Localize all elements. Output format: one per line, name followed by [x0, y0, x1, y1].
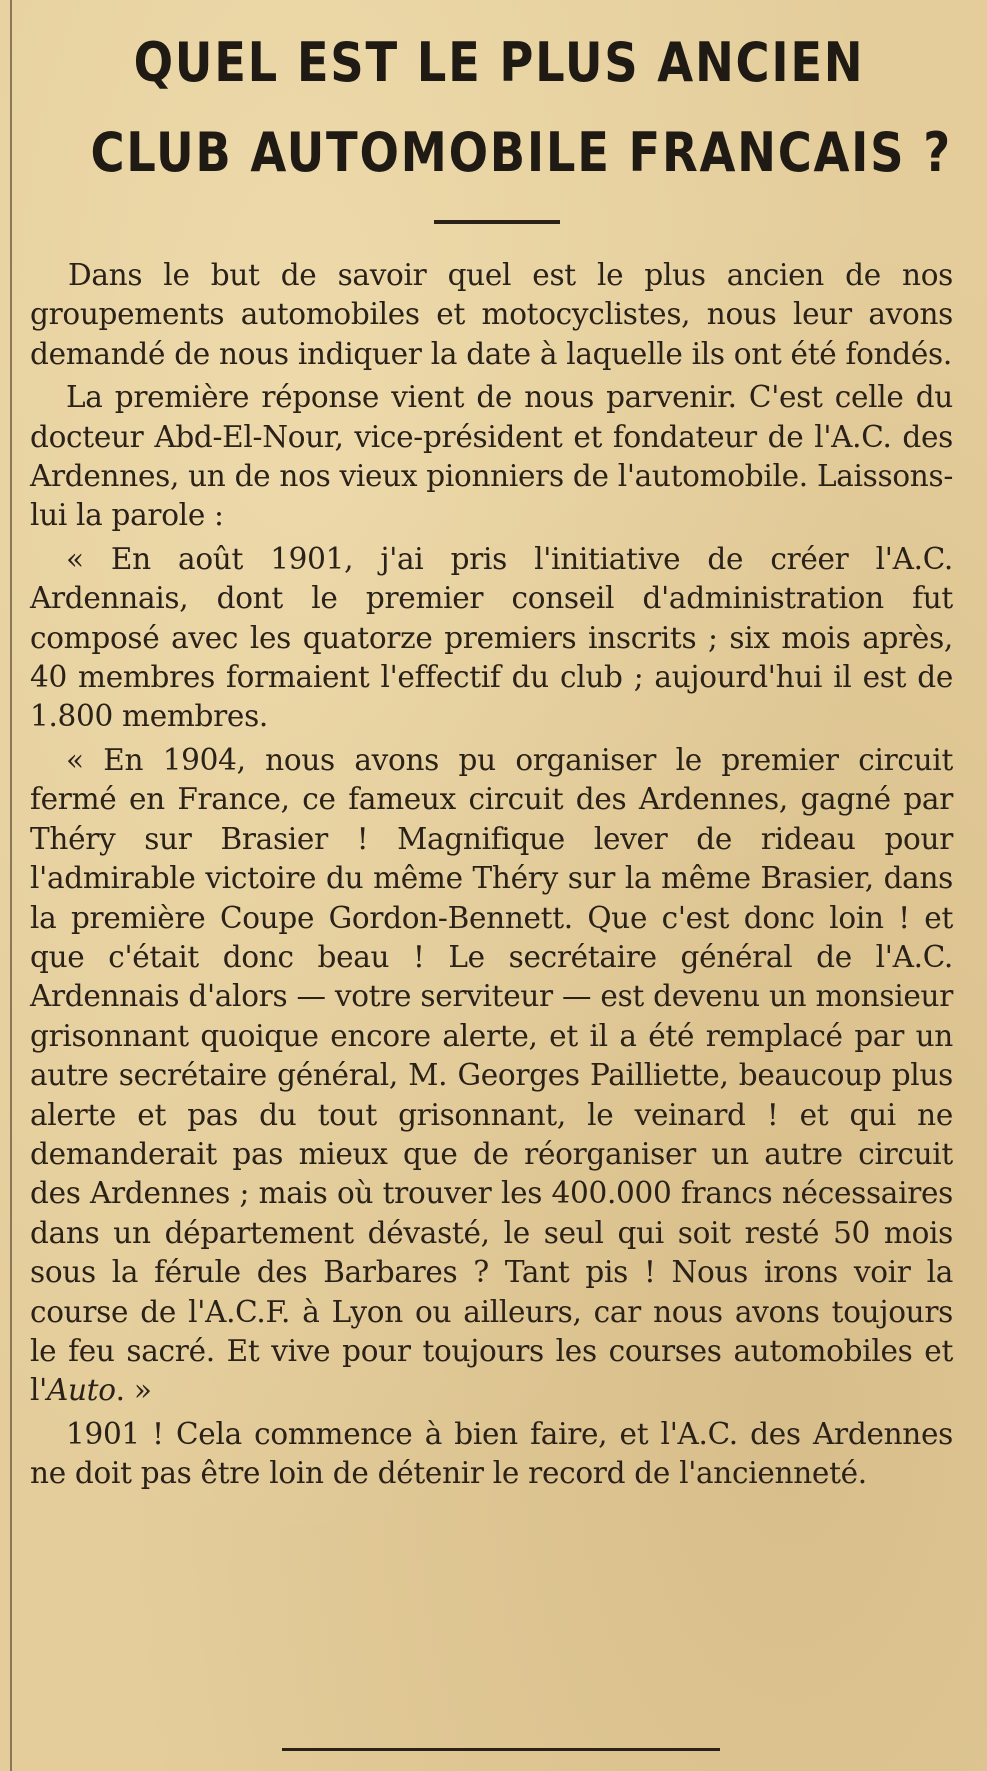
- auto-newspaper-name: Auto: [46, 1373, 116, 1408]
- quote-close: . »: [115, 1373, 152, 1408]
- article-body: [30, 256, 953, 1494]
- paragraph-quote-1904-text: « En 1904, nous avons pu organiser le premier circuit fermé en France, ce fameux circuit des Ardennes, gagné par Théry sur Brasier ! Magnifique lever de rideau pour l'admirable victoire du même Théry sur la même Brasier, dans la première Coupe Gordon-Bennett. Que c'est donc loin ! et que c'était donc beau ! Le secrétaire général de l'A.C. Ardennais d'alors — votre serviteur — est devenu un monsieur grisonnant quoique encore alerte, et il a été remplacé par un autre secrétaire général, M. Georges Pailliette, beaucoup plus alerte et pas du tout grisonnant, le veinard ! et qui ne demanderait pas mieux que de réorganiser un autre circuit des Ardennes ; mais où trouver les 400.000 francs nécessaires dans un département dévasté, le seul qui soit resté 50 mois sous la férule des Barbares ? Tant pis ! Nous irons voir la course de l'A.C.F. à Lyon ou ailleurs, car nous avons toujours le feu sacré. Et vive pour toujours les courses automobiles et l': [30, 742, 953, 1408]
- paragraph-quote-1901: « En août 1901, j'ai pris l'initiative de créer l'A.C. Ardennais, dont le premier conseil d'administration fut composé avec les quatorze premiers inscrits ; six mois après, 40 membres formaient l'effectif du club ; aujourd'hui il est de 1.800 membres.: [30, 541, 953, 734]
- paragraph-first-response: La première réponse vient de nous parvenir. C'est celle du docteur Abd-El-Nour, vice-président et fondateur de l'A.C. des Ardennes, un de nos vieux pionniers de l'automobile. Laissons-lui la parole :: [30, 380, 953, 533]
- column-rule: [10, 0, 12, 1771]
- paragraph-conclusion: 1901 ! Cela commence à bien faire, et l'A.C. des Ardennes ne doit pas être loin de détenir le record de l'ancienneté.: [30, 1416, 953, 1491]
- end-divider: [282, 1748, 720, 1751]
- title-divider: [434, 220, 560, 224]
- paragraph-quote-1904: [30, 741, 953, 1411]
- headline-line-2: CLUB AUTOMOBILE FRANCAIS ?: [90, 121, 952, 184]
- paragraph-intro: Dans le but de savoir quel est le plus ancien de nos groupements automobiles et motocyclistes, nous leur avons demandé de nous indiquer la date à laquelle ils ont été fondés.: [30, 258, 953, 371]
- headline-line-1: QUEL EST LE PLUS ANCIEN: [133, 31, 865, 94]
